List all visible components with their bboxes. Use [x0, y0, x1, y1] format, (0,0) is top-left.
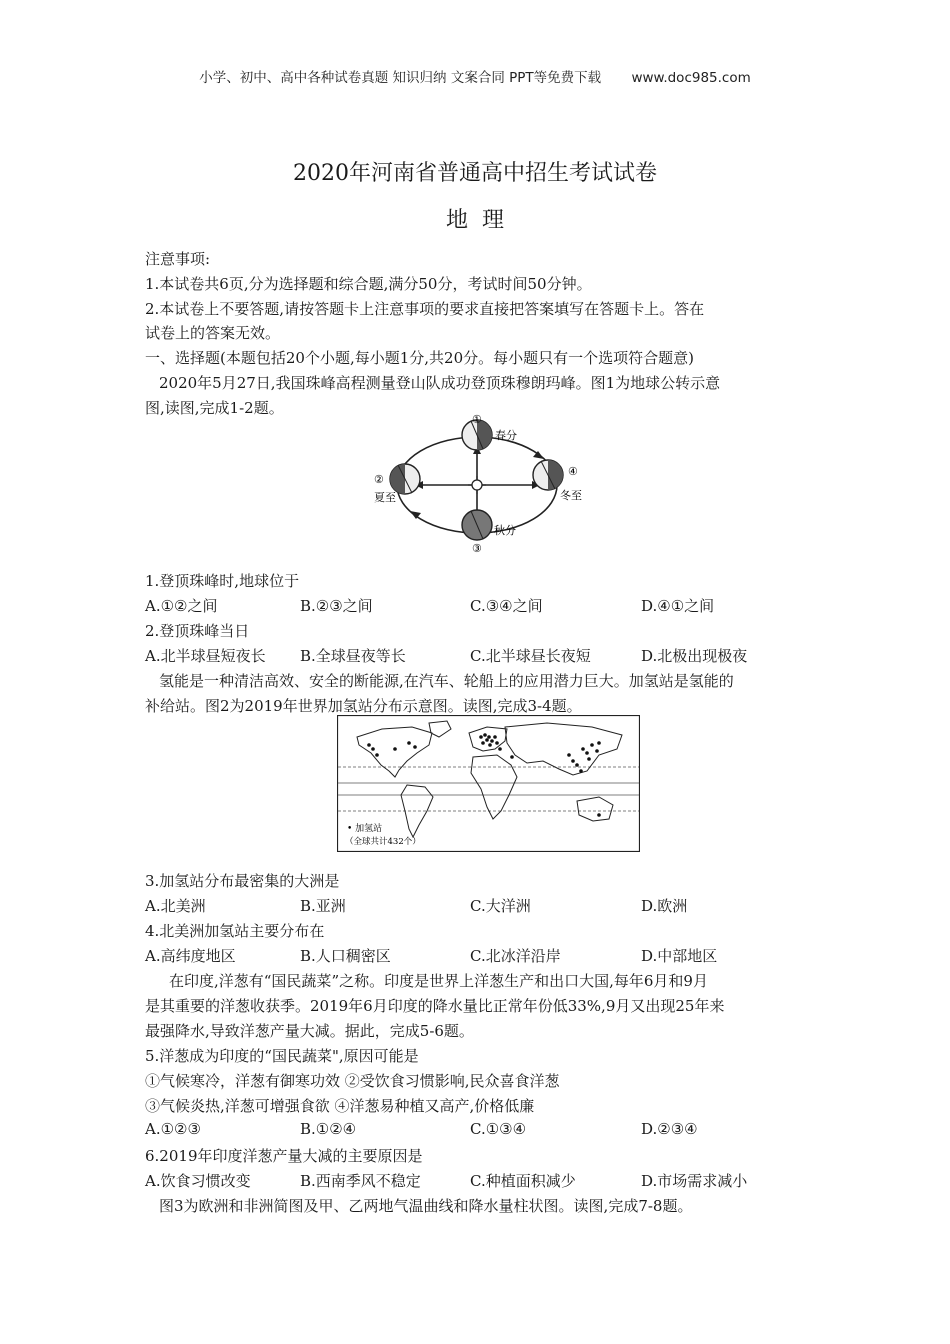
- q2-options: [145, 645, 815, 665]
- notes-item-2a: 2.本试卷上不要答题,请按答题卡上注意事项的要求直接把答案填写在答题卡上。答在: [145, 300, 705, 318]
- notes-item-2b: 试卷上的答案无效。: [145, 324, 281, 342]
- fig2-legend-1: • 加氢站: [347, 824, 383, 834]
- q4-option-a: A.高纬度地区: [145, 947, 236, 965]
- q1-option-c: C.③④之间: [470, 597, 543, 615]
- q1-option-b: B.②③之间: [300, 597, 373, 615]
- fig1-p1-label: 春分: [495, 429, 517, 442]
- sun-icon: [468, 476, 486, 494]
- notes-item-1: 1.本试卷共6页,分为选择题和综合题,满分50分，考试时间50分钟。: [145, 275, 592, 293]
- q6-option-c: C.种植面积减少: [470, 1172, 576, 1190]
- q4-option-c: C.北冰洋沿岸: [470, 947, 561, 965]
- q3-option-a: A.北美洲: [145, 897, 206, 915]
- q6-options: [145, 1170, 815, 1190]
- section-heading: 一、选择题(本题包括20个小题,每小题1分,共20分。每小题只有一个选项符合题意): [145, 349, 694, 367]
- q2-option-a: A.北半球昼短夜长: [145, 647, 266, 665]
- fig1-p2-label: 夏至: [374, 491, 396, 504]
- q5-statement-2: ③气候炎热,洋葱可增强食欲 ④洋葱易种植又高产,价格低廉: [145, 1097, 535, 1115]
- notes-heading: 注意事项:: [145, 250, 211, 268]
- q3-option-c: C.大洋洲: [470, 897, 531, 915]
- q2-option-b: B.全球昼夜等长: [300, 647, 406, 665]
- intro-2b: 补给站。图2为2019年世界加氢站分布示意图。读图,完成3-4题。: [145, 697, 582, 715]
- q2-stem: 2.登顶珠峰当日: [145, 622, 250, 640]
- intro-2a: 氢能是一种清洁高效、安全的断能源,在汽车、轮船上的应用潜力巨大。加氢站是氢能的: [159, 672, 734, 690]
- intro-3a: 在印度,洋葱有“国民蔬菜”之称。印度是世界上洋葱生产和出口大国,每年6月和9月: [169, 972, 708, 990]
- q6-option-a: A.饮食习惯改变: [145, 1172, 251, 1190]
- q1-option-d: D.④①之间: [641, 597, 715, 615]
- earth-2: [390, 464, 420, 494]
- intro-3c: 最强降水,导致洋葱产量大减。据此，完成5-6题。: [145, 1022, 474, 1040]
- fig2-legend-2: （全球共计432个）: [345, 837, 421, 847]
- fig1-p4-label: 冬至: [560, 489, 582, 502]
- q4-option-b: B.人口稠密区: [300, 947, 391, 965]
- q3-options: [145, 895, 815, 915]
- intro-4: 图3为欧洲和非洲简图及甲、乙两地气温曲线和降水量柱状图。读图,完成7-8题。: [159, 1197, 693, 1215]
- figure-world-map: [337, 715, 640, 852]
- earth-4: [533, 460, 563, 490]
- q5-option-c: C.①③④: [470, 1120, 527, 1138]
- q5-option-a: A.①②③: [145, 1120, 201, 1138]
- q1-stem: 1.登顶珠峰时,地球位于: [145, 572, 300, 590]
- header-text: 小学、初中、高中各种试卷真题 知识归纳 文案合同 PPT等免费下载: [199, 70, 602, 86]
- intro-1a: 2020年5月27日,我国珠峰高程测量登山队成功登顶珠穆朗玛峰。图1为地球公转示意: [159, 374, 721, 392]
- fig1-p3-label: 秋分: [494, 524, 516, 537]
- q5-option-d: D.②③④: [641, 1120, 698, 1138]
- q3-option-b: B.亚洲: [300, 897, 346, 915]
- q4-stem: 4.北美洲加氢站主要分布在: [145, 922, 325, 940]
- q6-stem: 6.2019年印度洋葱产量大减的主要原因是: [145, 1147, 423, 1165]
- intro-3b: 是其重要的洋葱收获季。2019年6月印度的降水量比正常年份低33%,9月又出现25年来: [145, 997, 725, 1015]
- q5-statement-1: ①气候寒冷，洋葱有御寒功效 ②受饮食习惯影响,民众喜食洋葱: [145, 1072, 560, 1090]
- fig1-p4: ④: [568, 465, 578, 478]
- q1-option-a: A.①②之间: [145, 597, 218, 615]
- q3-option-d: D.欧洲: [641, 897, 688, 915]
- page-header: [0, 66, 950, 86]
- q2-option-c: C.北半球昼长夜短: [470, 647, 591, 665]
- fig1-p1: ①: [472, 413, 482, 426]
- intro-1b: 图,读图,完成1-2题。: [145, 399, 284, 417]
- q6-option-d: D.市场需求减小: [641, 1172, 748, 1190]
- q1-options: [145, 595, 815, 615]
- fig1-p2: ②: [374, 473, 384, 486]
- q2-option-d: D.北极出现极夜: [641, 647, 748, 665]
- q4-options: [145, 945, 815, 965]
- q4-option-d: D.中部地区: [641, 947, 718, 965]
- exam-subject: 地理: [445, 208, 518, 233]
- header-site: www.doc985.com: [631, 70, 751, 86]
- q6-option-b: B.西南季风不稳定: [300, 1172, 421, 1190]
- figure-earth-revolution: [360, 413, 595, 553]
- q5-option-b: B.①②④: [300, 1120, 357, 1138]
- q5-stem: 5.洋葱成为印度的“国民蔬菜",原因可能是: [145, 1047, 419, 1065]
- earth-3: [462, 510, 492, 540]
- q5-options: [145, 1120, 815, 1140]
- fig1-p3: ③: [472, 542, 482, 553]
- q3-stem: 3.加氢站分布最密集的大洲是: [145, 872, 340, 890]
- exam-title: 2020年河南省普通高中招生考试试卷: [293, 161, 657, 186]
